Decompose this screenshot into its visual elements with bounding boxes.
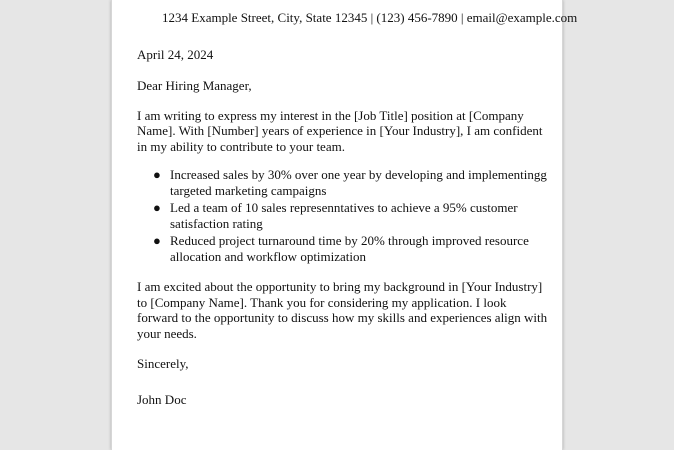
highlight-item bbox=[137, 233, 549, 265]
sign-off: Sincerely, bbox=[137, 355, 189, 371]
highlight-text: Reduced project turnaround time by 20% through improved resource allocation and workflow optimization bbox=[170, 233, 529, 264]
highlight-item bbox=[137, 167, 549, 199]
highlight-text: Led a team of 10 sales represenntatives to achieve a 95% customer satisfaction rating bbox=[170, 200, 518, 231]
highlight-text: Increased sales by 30% over one year by developing and implementingg targeted marketing campaigns bbox=[170, 166, 547, 198]
letter-body bbox=[137, 47, 549, 408]
bullet-icon: ● bbox=[153, 233, 161, 249]
bullet-icon: ● bbox=[153, 166, 161, 182]
letter-date: April 24, 2024 bbox=[137, 47, 214, 62]
salutation: Dear Hiring Manager, bbox=[137, 77, 252, 93]
highlights-list bbox=[137, 167, 549, 265]
intro-paragraph: I am writing to express my interest in the [Job Title] position at [Company Name]. With [Number] years of experience in [Your Industry], I am confident in my ability to contribute to your team. bbox=[137, 107, 543, 155]
letter-page bbox=[111, 0, 578, 450]
contact-info-line: 1234 Example Street, City, State 12345 | (123) 456-7890 | email@example.com bbox=[162, 10, 578, 25]
highlight-item bbox=[137, 200, 549, 232]
signature-name: John Doc bbox=[137, 391, 187, 407]
bullet-icon: ● bbox=[153, 200, 161, 216]
closing-paragraph: I am excited about the opportunity to bring my background in [Your Industry] to [Company Name]. Thank you for considering my application. I look forward to the opportunity to discuss how my skills and experiences align with your needs. bbox=[137, 278, 548, 342]
